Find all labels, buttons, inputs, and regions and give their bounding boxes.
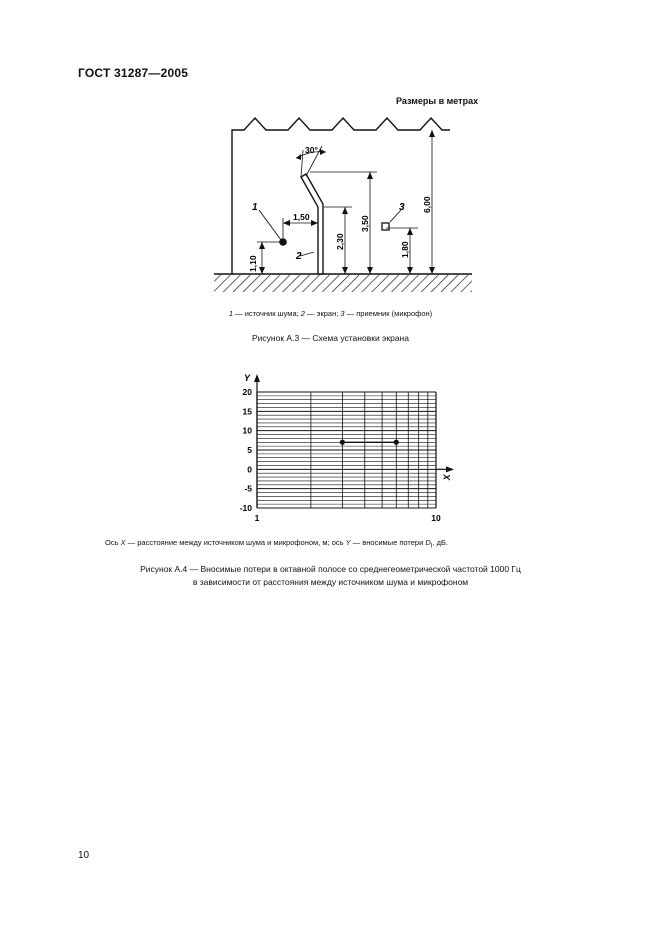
data-point	[340, 440, 345, 445]
y-tick-label: 10	[242, 425, 252, 436]
dim-receiver-height: 1,80	[400, 241, 410, 258]
dim-source-height: 1,10	[248, 255, 258, 272]
y-axis-arrow	[254, 374, 260, 382]
ground-hatch	[214, 275, 472, 292]
callout-2: 2	[296, 251, 302, 262]
figure-a4-caption: Рисунок А.4 — Вносимые потери в октавной полосе со среднегеометрической частотой 1000 Гц в зависимости от расстояния между источником шума и микрофоном	[140, 564, 521, 587]
y-tick-label: -5	[244, 483, 252, 494]
y-tick-label: -10	[239, 503, 252, 513]
x-tick-label: 1	[254, 513, 260, 523]
y-tick-label: 0	[247, 464, 252, 475]
y-tick-label: 15	[242, 406, 252, 417]
figure-a4-legend: Ось X — расстояние между источником шума и микрофоном, м; ось Y — вносимые потери $D_I$, дБ.	[105, 538, 449, 550]
dim-screen-top: 3,50	[360, 215, 370, 232]
y-tick-label: 20	[242, 387, 252, 397]
figure-a3-legend: 1 — источник шума; 2 — экран; 3 — приемник (микрофон)	[228, 309, 433, 318]
dim-total-height: 6,00	[422, 196, 432, 213]
dim-source-to-screen: 1,50	[293, 212, 310, 222]
receiver-microphone	[382, 223, 389, 230]
x-tick-label: 10	[431, 513, 441, 523]
callout-3: 3	[399, 202, 405, 213]
dim-screen-vertical: 2,30	[335, 233, 345, 250]
figure-a3-caption: Рисунок А.3 — Схема установки экрана	[252, 333, 409, 343]
data-point	[394, 440, 399, 445]
figure-a4-chart	[225, 368, 465, 528]
page-number: 10	[78, 850, 90, 861]
figure-a3-diagram	[0, 0, 661, 300]
y-tick-label: 5	[247, 445, 252, 455]
units-note: Размеры в метрах	[396, 96, 479, 106]
x-axis-arrow	[446, 466, 454, 472]
callout-1: 1	[252, 202, 258, 213]
angle-label: 30°	[305, 145, 318, 155]
document-header: ГОСТ 31287—2005	[78, 66, 189, 80]
x-axis-name: X	[442, 474, 452, 481]
y-axis-name: Y	[244, 373, 251, 383]
